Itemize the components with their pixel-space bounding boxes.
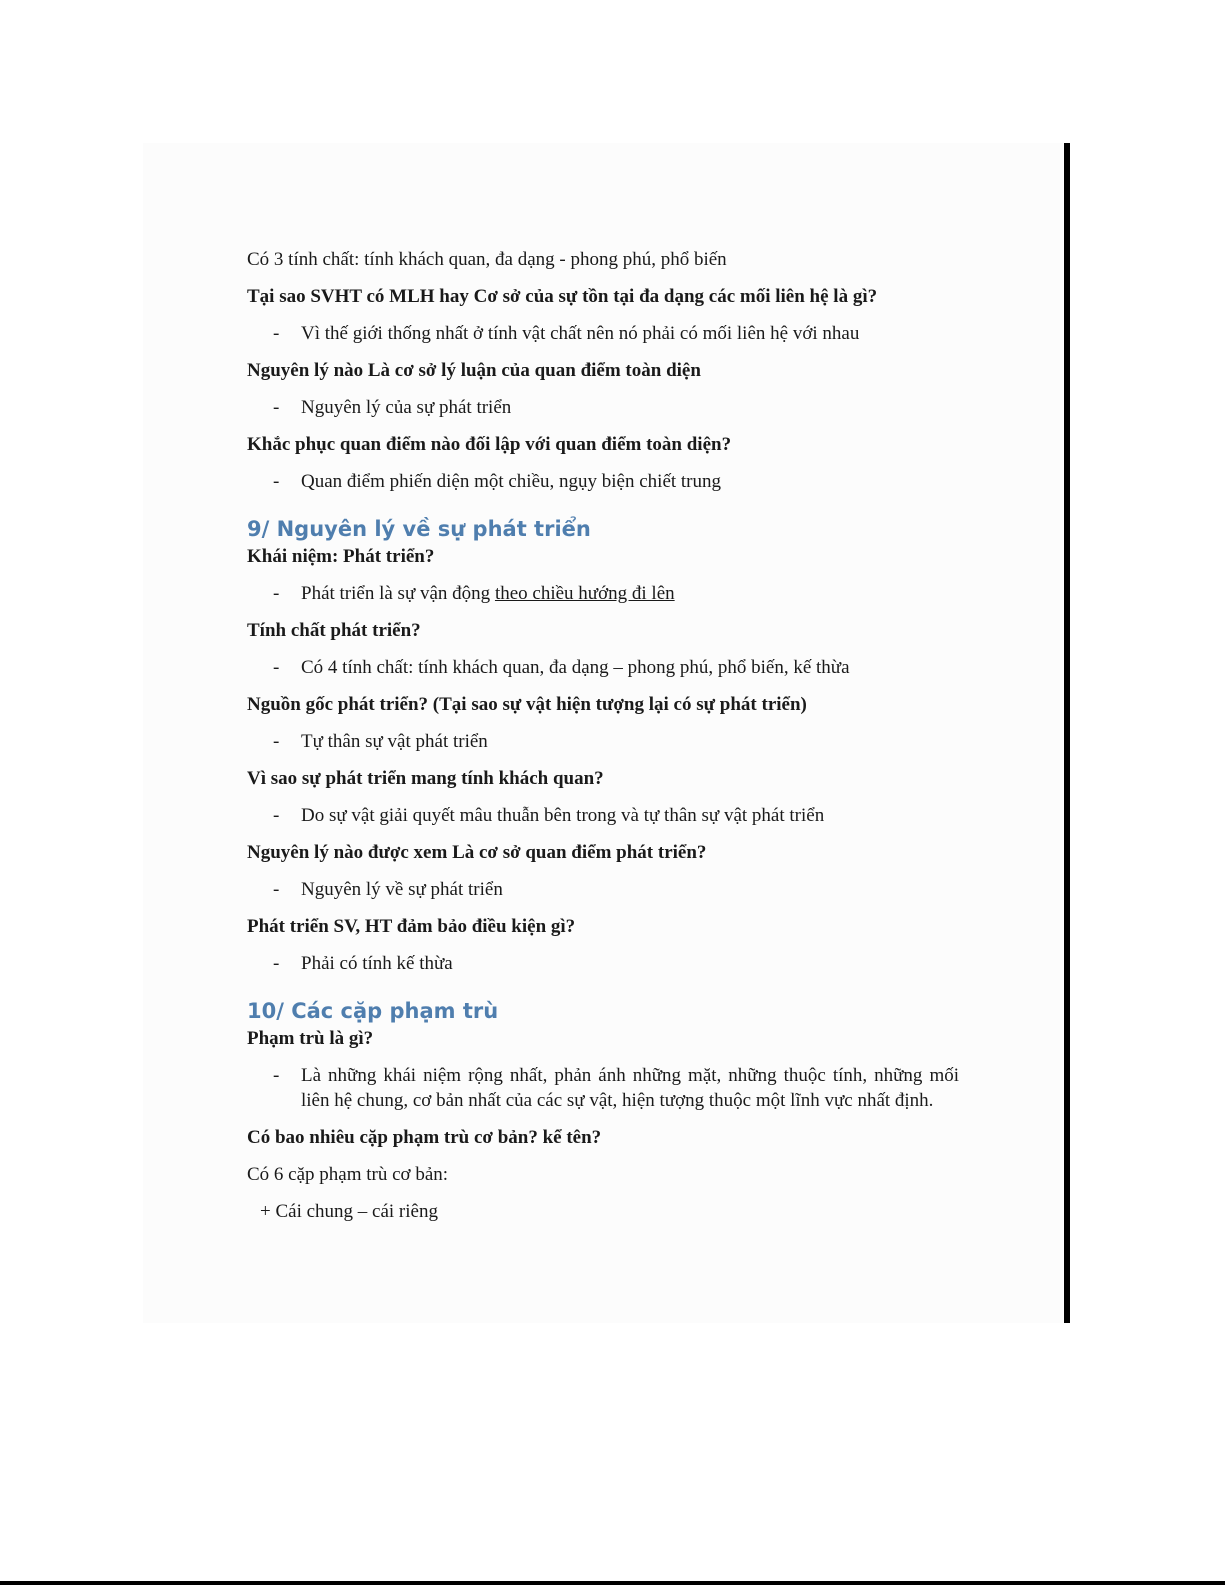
- answer-text: Do sự vật giải quyết mâu thuẫn bên trong và tự thân sự vật phát triển: [301, 805, 825, 826]
- answer-text: Là những khái niệm rộng nhất, phản ánh những mặt, những thuộc tính, những mối liên hệ chung, cơ bản nhất của các sự vật, hiện tượng thuộc một lĩnh vực nhất định.: [301, 1065, 959, 1111]
- question: Nguồn gốc phát triển? (Tại sao sự vật hiện tượng lại có sự phát triển): [247, 694, 807, 715]
- bullet-dash: -: [273, 731, 280, 752]
- question: Phạm trù là gì?: [247, 1028, 374, 1049]
- question: Vì sao sự phát triển mang tính khách quan?: [247, 768, 604, 789]
- paragraph: Có 3 tính chất: tính khách quan, đa dạng - phong phú, phổ biến: [247, 249, 727, 270]
- answer-text: Nguyên lý của sự phát triển: [301, 397, 512, 418]
- answer-text: Phát triển là sự vận động: [301, 583, 495, 604]
- bullet-dash: -: [273, 471, 280, 492]
- underlined-text: theo chiều hướng đi lên: [494, 583, 675, 604]
- answer-text: Tự thân sự vật phát triển: [301, 731, 488, 752]
- bullet-dash: -: [273, 1065, 280, 1086]
- answer-text: Nguyên lý về sự phát triển: [301, 879, 503, 900]
- page-edge-bar: [1064, 143, 1070, 1323]
- section-heading-10: 10/ Các cặp phạm trù: [247, 999, 499, 1023]
- document-body: [247, 247, 959, 1236]
- list-item: [247, 877, 959, 902]
- bullet-dash: -: [273, 657, 280, 678]
- list-item: [247, 1063, 959, 1113]
- question: Nguyên lý nào Là cơ sở lý luận của quan điểm toàn diện: [247, 360, 701, 381]
- list-item: [247, 469, 959, 494]
- question: Nguyên lý nào được xem Là cơ sở quan điểm phát triển?: [247, 842, 707, 863]
- section-heading-9: 9/ Nguyên lý về sự phát triển: [247, 517, 591, 541]
- answer-text: Có 4 tính chất: tính khách quan, đa dạng – phong phú, phổ biến, kế thừa: [301, 657, 850, 678]
- paragraph: Có 6 cặp phạm trù cơ bản:: [247, 1164, 449, 1185]
- bullet-dash: -: [273, 397, 280, 418]
- question: Khắc phục quan điểm nào đối lập với quan điểm toàn diện?: [247, 434, 732, 455]
- question: Có bao nhiêu cặp phạm trù cơ bản? kể tên?: [247, 1127, 602, 1148]
- list-item: [247, 951, 959, 976]
- list-item: [247, 395, 959, 420]
- list-item: [247, 655, 959, 680]
- list-item: [247, 803, 959, 828]
- bullet-dash: -: [273, 583, 280, 604]
- question: Phát triển SV, HT đảm bảo điều kiện gì?: [247, 916, 576, 937]
- bullet-dash: -: [273, 323, 280, 344]
- question: Tại sao SVHT có MLH hay Cơ sở của sự tồn tại đa dạng các mối liên hệ là gì?: [247, 286, 878, 307]
- bullet-dash: -: [273, 953, 280, 974]
- answer-text: Vì thế giới thống nhất ở tính vật chất nên nó phải có mối liên hệ với nhau: [301, 323, 860, 344]
- question: Tính chất phát triển?: [247, 620, 421, 641]
- answer-text: Quan điểm phiến diện một chiều, ngụy biện chiết trung: [301, 471, 722, 492]
- paragraph: + Cái chung – cái riêng: [260, 1201, 438, 1222]
- list-item: [247, 729, 959, 754]
- bullet-dash: -: [273, 805, 280, 826]
- answer-text: Phải có tính kế thừa: [301, 953, 453, 974]
- list-item: [247, 581, 959, 606]
- page-bottom-border: [0, 1581, 1225, 1585]
- question: Khái niệm: Phát triển?: [247, 546, 435, 567]
- bullet-dash: -: [273, 879, 280, 900]
- list-item: [247, 321, 959, 346]
